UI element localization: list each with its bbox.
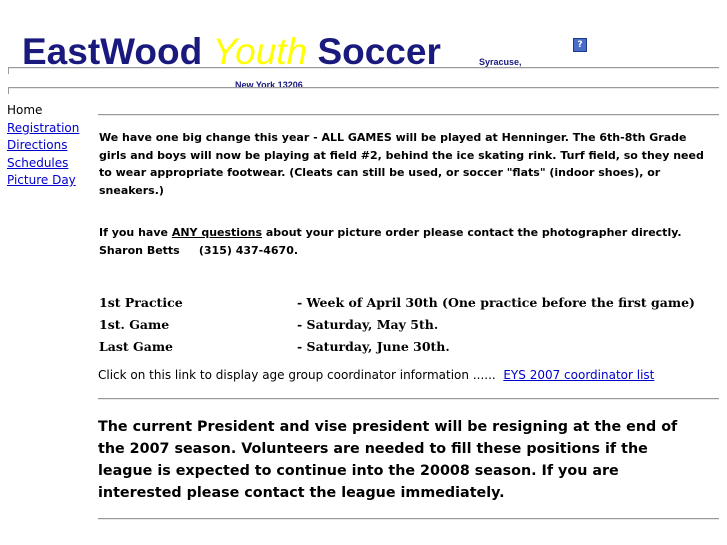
address-city: Syracuse, xyxy=(479,57,522,67)
address-state-zip: New York 13206 xyxy=(235,80,303,90)
site-title-eastwood: EastWood xyxy=(22,31,203,72)
nav-item-registration[interactable]: Registration xyxy=(7,120,80,135)
picture-questions-suffix: about your picture order please contact the photographer directly. xyxy=(262,226,682,239)
schedule-label: 1st. Game xyxy=(99,316,170,332)
coordinator-line xyxy=(98,368,654,382)
schedule-value: - Week of April 30th (One practice before the first game) xyxy=(297,294,695,310)
photographer-contact: Sharon Betts (315) 437-4670. xyxy=(99,243,299,257)
schedule-row xyxy=(99,313,695,335)
schedule-label: Last Game xyxy=(99,338,174,354)
header-rule-top-tick xyxy=(8,68,9,74)
nav-item-directions[interactable]: Directions xyxy=(7,138,68,152)
content-rule-middle xyxy=(98,398,719,400)
picture-questions xyxy=(99,224,709,259)
schedule-value: - Saturday, May 5th. xyxy=(297,316,439,332)
schedule-label: 1st Practice xyxy=(99,294,183,310)
content-rule-bottom xyxy=(98,518,719,520)
header-rule-top xyxy=(8,67,719,69)
site-title-soccer: Soccer xyxy=(317,31,441,72)
nav-item-home[interactable]: Home xyxy=(7,103,43,117)
header-rule-bottom-tick xyxy=(8,88,9,94)
picture-questions-prefix: If you have xyxy=(99,226,172,239)
announcement-text: We have one big change this year - ALL GAMES will be played at Henninger. The 6th-8th Grade girls and boys will now be playing at field #2, behind the ice skating rink. Turf field, so they need to wear appropriate footwear. (Cleats can still be used, or soccer "flats" (indoor shoes), or sneakers.) xyxy=(99,131,704,197)
picture-questions-emphasis: ANY questions xyxy=(171,226,263,239)
president-notice: The current President and vise president will be resigning at the end of the 2007 season. Volunteers are needed to fill these positions if the league is expected to continue into the 20008 season. If you are interested please contact the league immediately. xyxy=(98,419,678,501)
help-icon[interactable]: ? xyxy=(573,38,587,52)
coordinator-link[interactable]: EYS 2007 coordinator list xyxy=(503,368,655,382)
nav-item-schedules[interactable]: Schedules xyxy=(7,155,69,170)
schedule-row xyxy=(99,335,695,357)
schedule-value: - Saturday, June 30th. xyxy=(297,338,450,354)
content-rule-top xyxy=(98,114,719,116)
coordinator-text: Click on this link to display age group coordinator information ...... xyxy=(98,368,504,382)
site-title-youth: Youth xyxy=(212,31,308,72)
sidebar-nav xyxy=(7,102,79,190)
header-rule-bottom xyxy=(8,87,719,89)
schedule-table xyxy=(99,291,695,357)
schedule-row xyxy=(99,291,695,313)
nav-item-picture-day[interactable]: Picture Day xyxy=(7,173,76,187)
